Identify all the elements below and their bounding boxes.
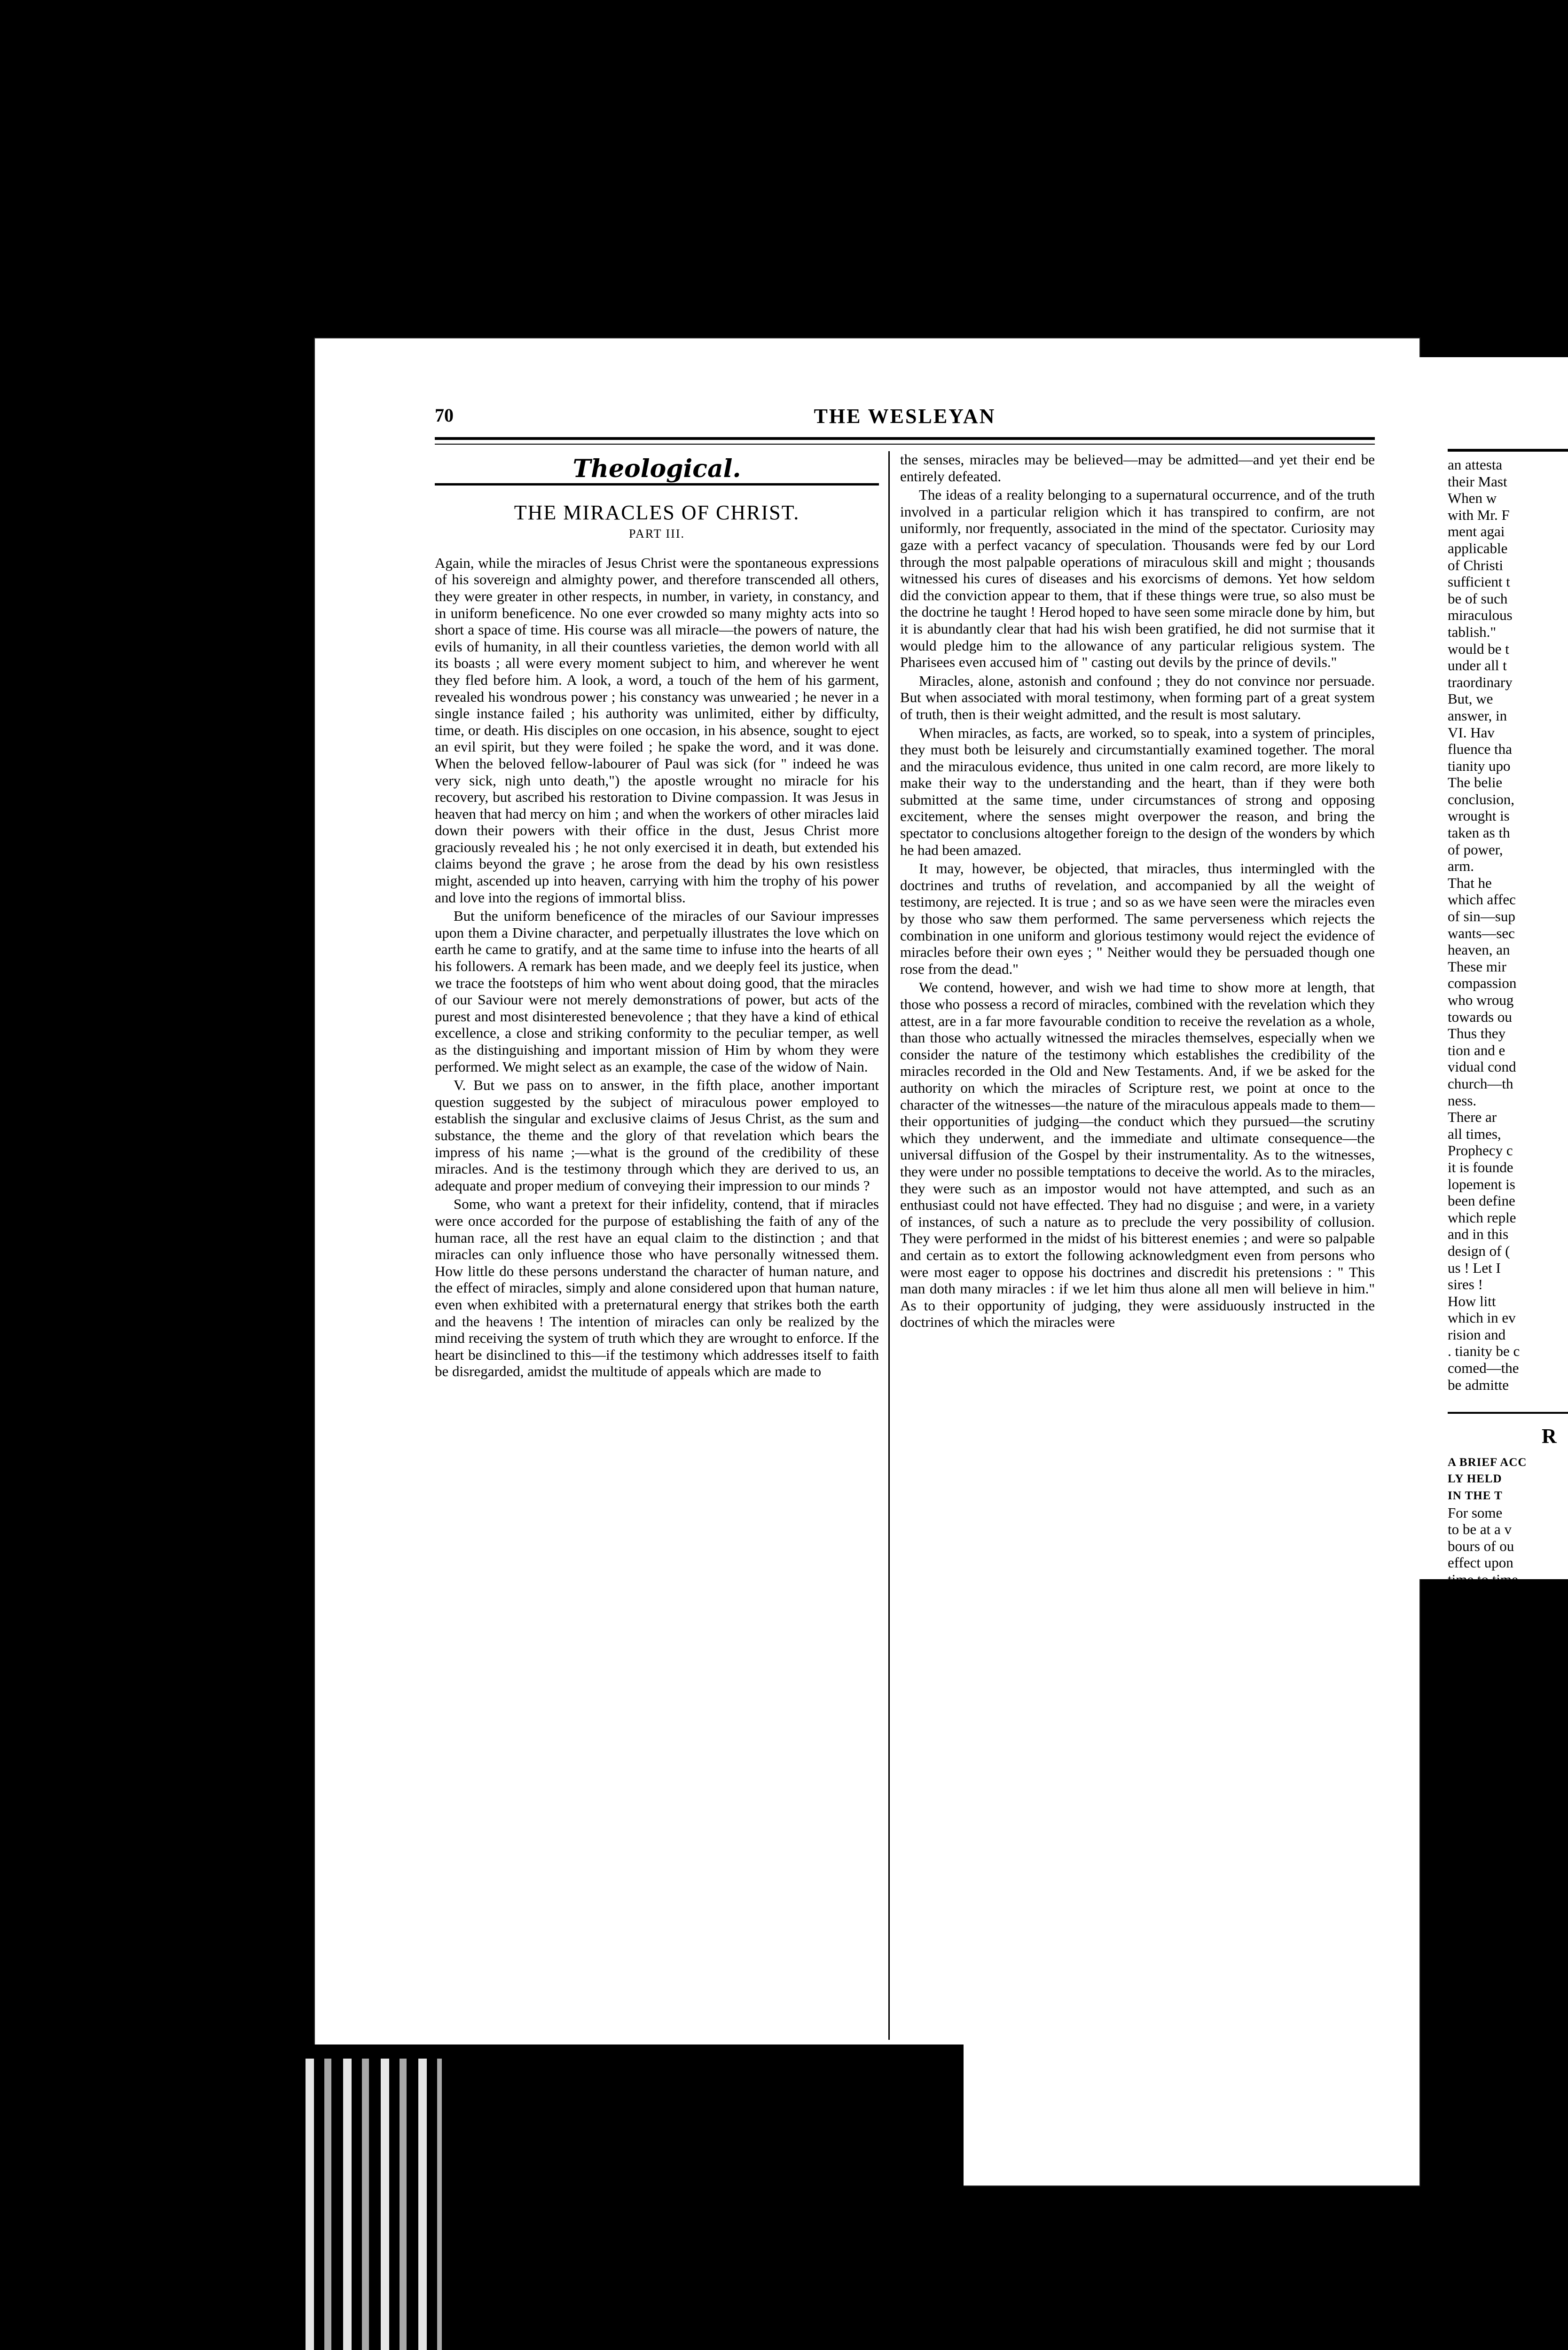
- adjacent-page-line: the same m: [1448, 1671, 1514, 1688]
- adjacent-page-line: design of (: [1448, 1242, 1510, 1259]
- paragraph: the senses, miracles may be believed—may be admitted—and yet their end be entirely defeated.: [900, 451, 1375, 485]
- adjacent-page-line: time to time: [1448, 1571, 1518, 1588]
- adjacent-page-line: A BRIEF ACC: [1448, 1456, 1527, 1469]
- adjacent-page-line: Thus they: [1448, 1025, 1506, 1042]
- adjacent-page-rule-lower: [1448, 1412, 1568, 1414]
- adjacent-page-line: How litt: [1448, 1292, 1496, 1309]
- adjacent-page-line: Prophecy c: [1448, 1142, 1513, 1159]
- adjacent-page-line: That he: [1448, 874, 1492, 891]
- adjacent-page-line: speakable t: [1448, 1638, 1513, 1655]
- section-heading: Theological.: [572, 454, 741, 483]
- adjacent-page-line: of Christi: [1448, 556, 1503, 573]
- adjacent-page-line: compassion: [1448, 975, 1517, 992]
- adjacent-page-line: all times,: [1448, 1125, 1501, 1142]
- adjacent-page-line: an attesta: [1448, 456, 1503, 473]
- paragraph: Miracles, alone, astonish and confound ; they do not convince nor persuade. But when associated with moral testimony, when forming part of a great system of truth, then is their weight admitted, and the result is most salutary.: [900, 672, 1375, 722]
- adjacent-page-line: arm.: [1448, 858, 1474, 875]
- adjacent-page-line: of sin—sup: [1448, 908, 1515, 925]
- adjacent-page-line: When w: [1448, 490, 1497, 507]
- paragraph: When miracles, as facts, are worked, so to speak, into a system of principles, they must both be leisurely and circumstantially examined together. The moral and the miraculous evidence, thus united in one calm record, are more likely to make their way to the understanding and the heart, than if they were both submitted at the same time, under circumstances of strong and opposing excitement, where the senses might overpower the reason, and bring the spectator to conclusions altogether foreign to the design of the wonders by which he had been amazed.: [900, 724, 1375, 858]
- adjacent-page-heading: R: [1542, 1425, 1557, 1448]
- adjacent-page-line: to the faith: [1448, 1588, 1511, 1605]
- adjacent-page-line: tianity upo: [1448, 757, 1511, 774]
- adjacent-page-line: taken as th: [1448, 824, 1510, 841]
- adjacent-page-line: . tianity be c: [1448, 1343, 1520, 1360]
- header-rule-thin: [435, 444, 1375, 445]
- adjacent-page-line: of power,: [1448, 841, 1503, 858]
- adjacent-page-line: it is founde: [1448, 1159, 1513, 1175]
- paragraph: We contend, however, and wish we had time to show more at length, that those who possess a record of miracles, combined with the revelation which they attest, are in a far more favourable condition to receive the revelation as a whole, than those who actually witnessed the miracles themselves, especially when we consider the nature of the testimony which establishes the credibility of the miracles recorded in the Old and New Testaments. And, if we be asked for the authority on which the miracles of Scripture rest, we point at once to the character of the witnesses—the nature of the miraculous appeals made to them—their opportunities of judging—the conduct which they pursued—the scrutiny which they underwent, and the immediate and ultimate consequence—the universal diffusion of the Gospel by their instrumentality. As to the witnesses, they were under no possible temptations to deceive the world. As to the miracles, they were such as an impostor would not have attempted, and such as an enthusiast could not have effected. They had no disguise ; and were, in a variety of instances, of such a nature as to preclude the very possibility of collusion. They were performed in the midst of his bitterest enemies ; and were so palpable and certain as to extort the following acknowledgment even from persons who were most eager to oppose his doctrines and discredit his pretensions : " This man doth many miracles : if we let him thus alone all men will believe in him." As to their opportunity of judging, they were assiduously instructed in the doctrines of which the miracles were: [900, 979, 1375, 1331]
- left-column: [435, 451, 879, 1382]
- adjacent-page-line: miraculous: [1448, 607, 1513, 624]
- adjacent-page-line: lopement is: [1448, 1175, 1515, 1192]
- adjacent-page-line: For some: [1448, 1504, 1503, 1521]
- paragraph: But the uniform beneficence of the miracles of our Saviour impresses upon them a Divine character, and perpetually illustrates the love which on earth he came to gratify, and at the same time to infuse into the hearts of all his followers. A remark has been made, and we deeply feel its justice, when we trace the footsteps of him who went about doing good, that the miracles of our Saviour were not merely demonstrations of power, but acts of the purest and most disinterested benevolence ; that they have a kind of ethical excellence, a close and striking conformity to the peculiar temper, as well as the distinguishing and important mission of Him by whom they were performed. We might select as an example, the case of the widow of Nain.: [435, 908, 879, 1075]
- adjacent-page-line: rision and: [1448, 1326, 1506, 1343]
- adjacent-page-line: us ! Let I: [1448, 1259, 1501, 1276]
- adjacent-page-line: which reple: [1448, 1209, 1516, 1226]
- adjacent-page-line: There ar: [1448, 1109, 1497, 1126]
- adjacent-page-line: vidual cond: [1448, 1058, 1516, 1075]
- paragraph: V. But we pass on to answer, in the fifth place, another important question suggested by the subject of miraculous power employed to establish the singular and exclusive claims of Jesus Christ, as the sum and substance, the theme and the glory of that revelation which bears the impress of his name ;—what is the ground of the credibility of these miracles. And is the testimony through which they are derived to us, an adequate and proper medium of conveying their impression to our minds ?: [435, 1077, 879, 1194]
- paragraph: It may, however, be objected, that miracles, thus intermingled with the doctrines and truths of revelation, and accompanied by all the weight of testimony, are rejected. It is true ; and so as we have seen were the miracles even by those who saw them performed. The same perverseness which rejects the combination in one uniform and glorious testimony would reject the evidence of miracles before their own eyes ; " Neither would they be persuaded though one rose from the dead.": [900, 860, 1375, 977]
- adjacent-page-line: LY HELD: [1448, 1473, 1502, 1486]
- paragraph: The ideas of a reality belonging to a supernatural occurrence, and of the truth involved in a particular religion which it has transpired to confirm, are not uniformly, nor frequently, associated in the mind of the spectator. Curiosity may gaze with a perfect vacancy of speculation. Thousands were fed by our Lord through the most palpable operations of miraculous skill and might ; thousands witnessed his cures of diseases and his exorcisms of demons. Yet how seldom did the conviction appear to them, that if these things were true, so also must be the doctrine he taught ! Herod hoped to have seen some miracle done by him, but it is abundantly clear that had his wish been gratified, he did not surmise that it would pledge him to the allowance of any particular religious system. The Pharisees even accused him of " casting out devils by the prince of devils.": [900, 486, 1375, 671]
- paragraph: Again, while the miracles of Jesus Christ were the spontaneous expressions of his sovereign and almighty power, and therefore transcended all others, they were greater in other respects, in number, in variety, in constancy, and in uniform beneficence. No one ever crowded so many mighty acts into so short a space of time. His course was all miracle—the powers of nature, the evils of humanity, in all their countless varieties, the demon world with all its boasts ; all were every moment subject to him, and wherever he went they fled before him. A look, a word, a touch of the hem of his garment, revealed his wondrous power ; his constancy was unwearied ; he never in a single instance failed ; his authority was unlimited, either by difficulty, time, or death. His disciples on one occasion, in his absence, sought to eject an evil spirit, but they were foiled ; he spake the word, and it was done. When the beloved fellow-labourer of Paul was sick (for " indeed he was very sick, nigh unto death,") the apostle wrought no miracle for his recovery, but ascribed his restoration to Divine compassion. It was Jesus in heaven that had mercy on him ; and when the workers of other miracles laid down their powers with their office in the dust, Jesus Christ more graciously revealed his ; he not only exercised it in death, but extended his claims beyond the grave ; he arose from the dead by his own resistless might, ascended up into heaven, carrying with him the trophy of his power and love into the regions of immortal bliss.: [435, 554, 879, 906]
- section-rule: [435, 483, 879, 486]
- adjacent-page-line: sires !: [1448, 1276, 1483, 1293]
- page-header: [435, 404, 1375, 432]
- adjacent-page-line: would be t: [1448, 640, 1509, 657]
- right-column: [900, 451, 1375, 1332]
- adjacent-page-line: which affec: [1448, 891, 1516, 908]
- column-divider: [888, 451, 890, 2040]
- adjacent-page-line: which in ev: [1448, 1309, 1516, 1326]
- adjacent-page-line: Aylesford, th: [1448, 1654, 1523, 1671]
- adjacent-page-line: But, we: [1448, 690, 1493, 707]
- article-part: PART III.: [628, 527, 685, 541]
- adjacent-page-line: bours of ou: [1448, 1537, 1514, 1554]
- adjacent-page-line: be admitte: [1448, 1376, 1509, 1393]
- adjacent-page-line: been define: [1448, 1192, 1515, 1209]
- adjacent-page-line: blessing att: [1448, 1605, 1514, 1622]
- adjacent-page-line: comed—the: [1448, 1360, 1519, 1377]
- book-binding: [306, 2059, 442, 2350]
- adjacent-page-line: church—th: [1448, 1075, 1513, 1092]
- adjacent-page-line: fluence tha: [1448, 741, 1512, 758]
- page-number: 70: [435, 405, 454, 426]
- adjacent-page-line: tablish.": [1448, 623, 1497, 640]
- adjacent-page-line: tion and e: [1448, 1042, 1505, 1058]
- adjacent-page-line: wants—sec: [1448, 924, 1515, 941]
- paragraph: Some, who want a pretext for their infidelity, contend, that if miracles were once accorded for the purpose of establishing the faith of any of the human race, all the rest have an equal claim to the distinction ; and that miracles can only influence those who have personally witnessed them. How little do these persons understand the character of human nature, and the effect of miracles, simply and alone considered upon that human nature, even when exhibited with a preternatural energy that strikes both the earth and the heavens ! The intention of miracles can only be realized by the mind receiving the system of truth which they are wrought to enforce. If the heart be disinclined to this—if the testimony which addresses itself to faith be disregarded, amidst the multitude of appeals which are made to: [435, 1196, 879, 1380]
- adjacent-page-line: ness.: [1448, 1092, 1477, 1109]
- adjacent-page-line: answer, in: [1448, 707, 1507, 724]
- article-title: THE MIRACLES OF CHRIST.: [514, 501, 800, 524]
- adjacent-page-line: who wroug: [1448, 992, 1514, 1008]
- adjacent-page-line: ment agai: [1448, 523, 1505, 540]
- adjacent-page-line: towards ou: [1448, 1008, 1512, 1025]
- adjacent-page-line: and in this: [1448, 1226, 1509, 1243]
- adjacent-page-line: wrought is: [1448, 807, 1510, 824]
- adjacent-page-line: traordinary: [1448, 674, 1513, 690]
- adjacent-page-line: under all t: [1448, 657, 1507, 674]
- adjacent-page-line: sufficient t: [1448, 573, 1510, 590]
- adjacent-page-line: to be at a v: [1448, 1521, 1512, 1538]
- adjacent-page-line: These mir: [1448, 958, 1506, 975]
- running-title: THE WESLEYAN: [814, 405, 996, 428]
- adjacent-page-line: their Mast: [1448, 473, 1507, 490]
- adjacent-page-line: The belie: [1448, 774, 1503, 791]
- adjacent-page-line: effect upon: [1448, 1554, 1513, 1571]
- adjacent-page-line: cuit of Corn: [1448, 1621, 1518, 1638]
- adjacent-page-line: IN THE T: [1448, 1489, 1503, 1503]
- adjacent-page-lower: [1448, 1454, 1568, 1688]
- adjacent-page-line: be of such: [1448, 590, 1508, 607]
- adjacent-page-line: VI. Hav: [1448, 724, 1495, 741]
- header-rule: [435, 437, 1375, 440]
- adjacent-page-line: conclusion,: [1448, 791, 1515, 807]
- adjacent-page-text: [1448, 449, 1568, 1688]
- adjacent-page-line: applicable: [1448, 540, 1508, 556]
- adjacent-page-rule: [1448, 449, 1568, 452]
- adjacent-page-line: with Mr. F: [1448, 506, 1510, 523]
- adjacent-page-upper: [1448, 456, 1568, 1393]
- adjacent-page-line: heaven, an: [1448, 941, 1510, 958]
